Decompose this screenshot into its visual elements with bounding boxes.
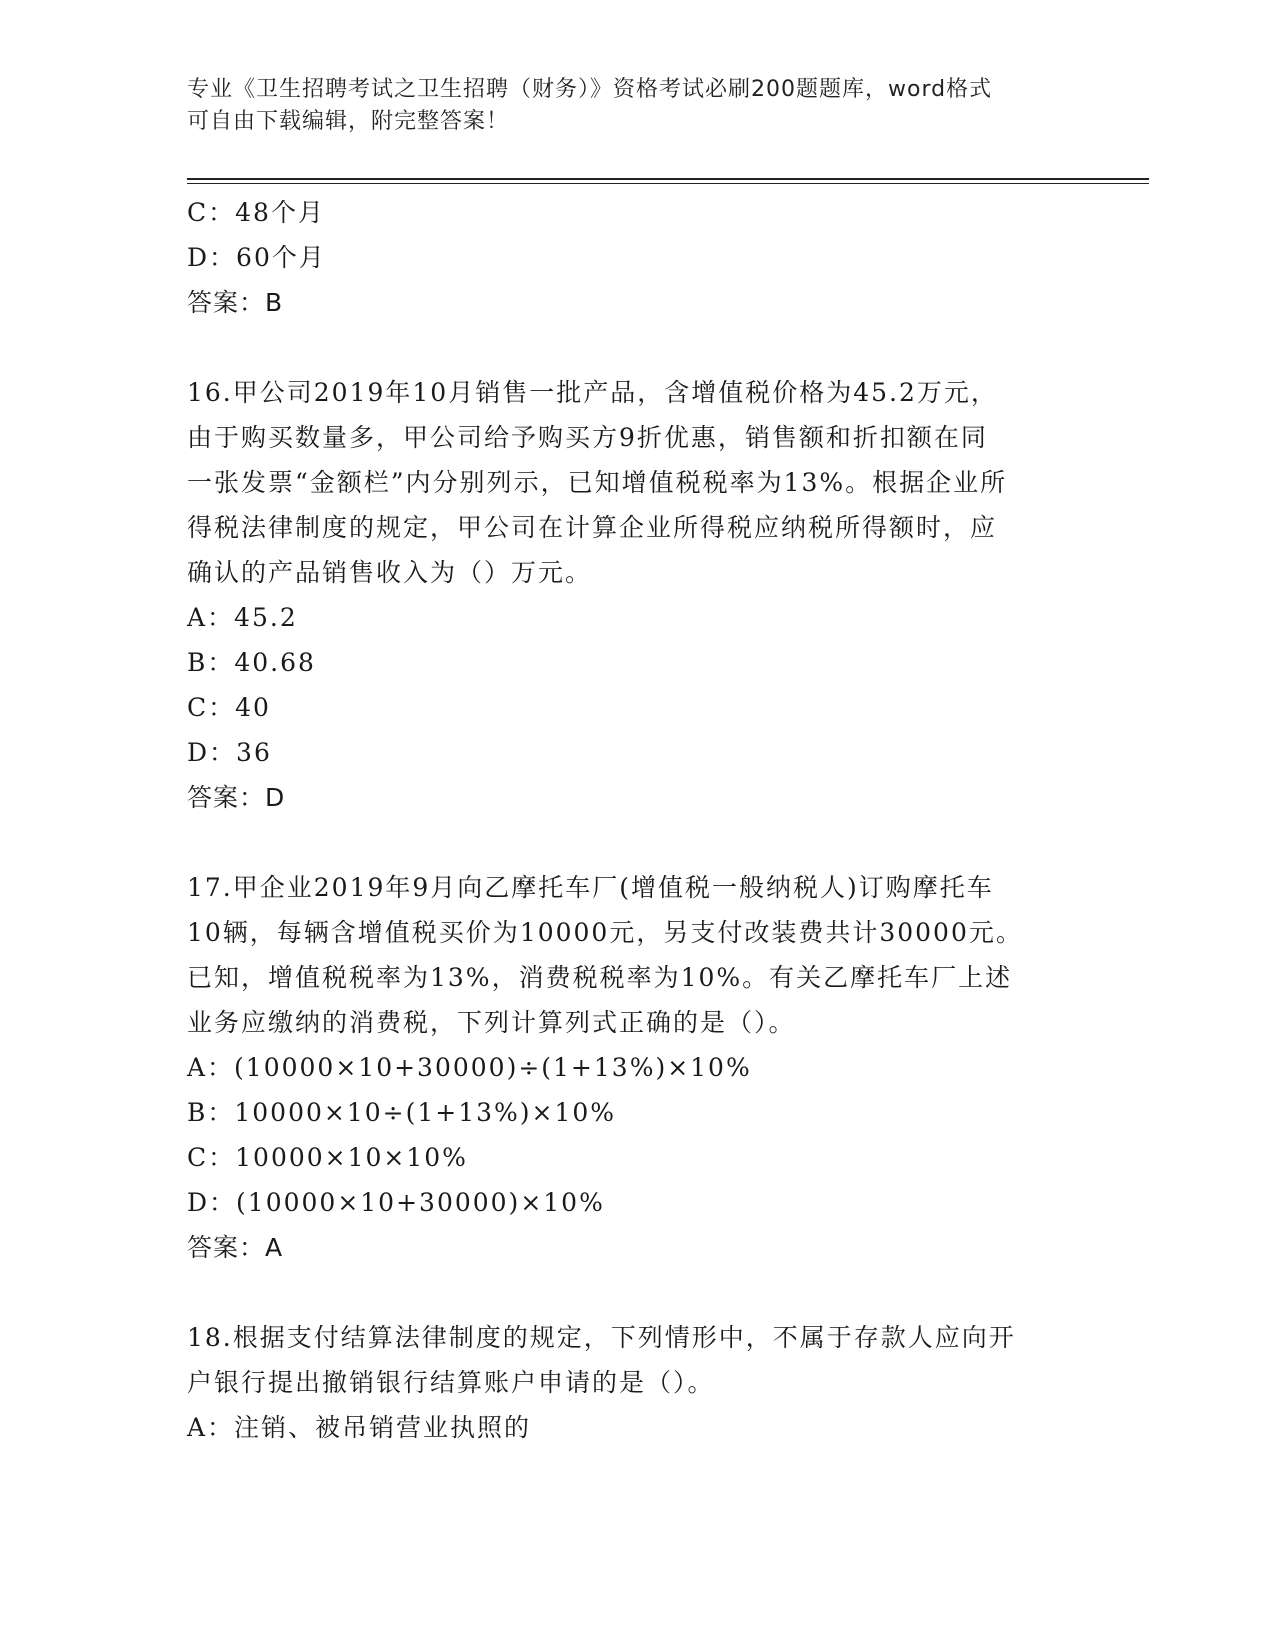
- question-stem-line: 得税法律制度的规定，甲公司在计算企业所得税应纳税所得额时，应: [187, 513, 998, 542]
- question-stem-line: 16.甲公司2019年10月销售一批产品，含增值税价格为45.2万元，: [187, 378, 998, 407]
- option-b: B：10000×10÷(1+13%)×10%: [187, 1098, 617, 1127]
- option-d: D：60个月: [187, 243, 326, 272]
- question-stem-line: 一张发票“金额栏”内分别列示，已知增值税税率为13%。根据企业所: [187, 468, 1008, 497]
- header-line-2: 可自由下载编辑，附完整答案！: [187, 109, 510, 134]
- header-divider-thin: [187, 183, 1149, 184]
- option-b: B：40.68: [187, 648, 316, 677]
- question-stem-line: 18.根据支付结算法律制度的规定，下列情形中，不属于存款人应向开: [187, 1323, 1016, 1352]
- option-a: A：(10000×10+30000)÷(1+13%)×10%: [187, 1053, 752, 1082]
- question-stem-line: 由于购买数量多，甲公司给予购买方9折优惠，销售额和折扣额在同: [187, 423, 988, 452]
- option-d: D：(10000×10+30000)×10%: [187, 1188, 605, 1217]
- option-a: A：注销、被吊销营业执照的: [187, 1413, 532, 1442]
- document-body: [187, 190, 1087, 1450]
- spacer: [187, 325, 1087, 370]
- prev-question: [187, 190, 1087, 325]
- question-18: [187, 1315, 1087, 1450]
- answer-line: 答案：B: [187, 288, 284, 317]
- document-header: [187, 74, 1087, 138]
- question-16: [187, 370, 1087, 820]
- question-stem-line: 业务应缴纳的消费税，下列计算列式正确的是（）。: [187, 1008, 796, 1037]
- option-c: C：40: [187, 693, 271, 722]
- option-c: C：10000×10×10%: [187, 1143, 468, 1172]
- question-stem-line: 10辆，每辆含增值税买价为10000元，另支付改装费共计30000元。: [187, 918, 1023, 947]
- spacer: [187, 1270, 1087, 1315]
- option-d: D：36: [187, 738, 272, 767]
- question-17: [187, 865, 1087, 1270]
- header-line-1: 专业《卫生招聘考试之卫生招聘（财务）》资格考试必刷200题题库，word格式: [187, 77, 993, 102]
- question-stem-line: 17.甲企业2019年9月向乙摩托车厂(增值税一般纳税人)订购摩托车: [187, 873, 994, 902]
- question-stem-line: 确认的产品销售收入为（）万元。: [187, 558, 593, 587]
- option-c: C：48个月: [187, 198, 325, 227]
- question-stem-line: 已知，增值税税率为13%，消费税税率为10%。有关乙摩托车厂上述: [187, 963, 1013, 992]
- question-stem-line: 户银行提出撤销银行结算账户申请的是（）。: [187, 1368, 715, 1397]
- spacer: [187, 820, 1087, 865]
- header-divider-thick: [187, 178, 1149, 180]
- option-a: A：45.2: [187, 603, 298, 632]
- answer-line: 答案：D: [187, 783, 286, 812]
- answer-line: 答案：A: [187, 1233, 284, 1262]
